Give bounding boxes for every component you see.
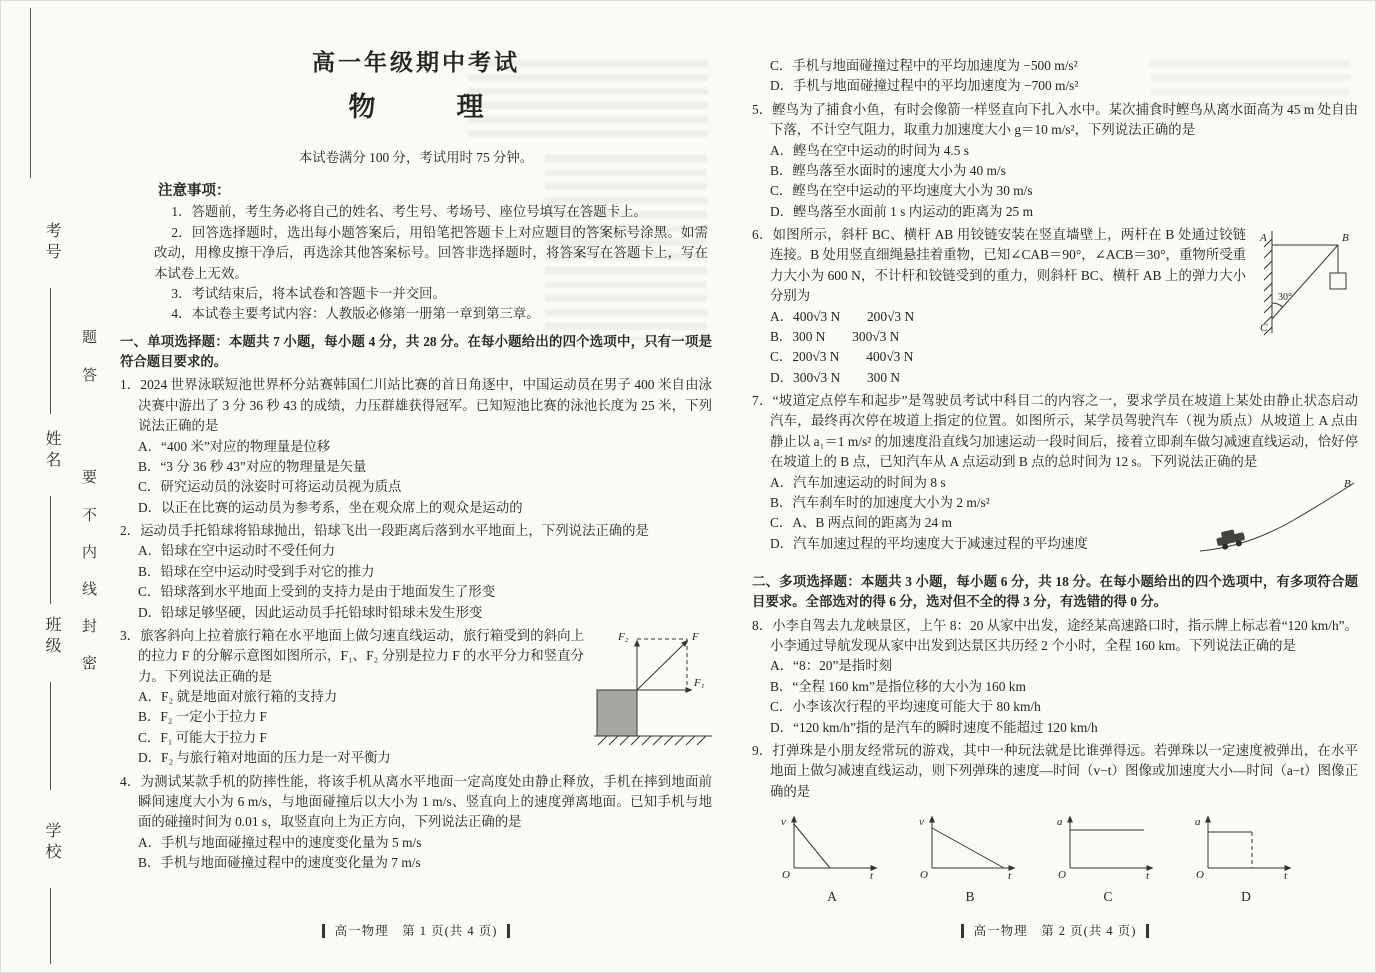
- answer-option: C．铅球落到水平地面上受到的支持力是由于地面发生了形变: [138, 584, 496, 600]
- label-angle: 30°: [1278, 292, 1292, 303]
- seal-fill-line: [50, 496, 51, 604]
- answer-option: D．“120 km/h”指的是汽车的瞬时速度不能超过 120 km/h: [770, 719, 1098, 735]
- notice-item: 4．本试卷主要考试内容：人教版必修第一册第一章到第三章。: [171, 306, 540, 322]
- origin-label: O: [782, 869, 790, 880]
- question-stem: 3．旅客斜向上拉着旅行箱在水平地面上做匀速直线运动，旅行箱受到的斜向上的拉力 F 的分解示意图如图所示，F₁、F₂ 分别是拉力 F 的水平分力和竖直分力。下列说法正确的是: [120, 627, 584, 684]
- answer-option: D．以正在比赛的运动员为参考系，坐在观众席上的观众是运动的: [138, 499, 523, 515]
- answer-option: A．400√3 N 200√3 N: [770, 308, 915, 324]
- label-f: F: [692, 630, 699, 643]
- seal-field-school: 学校: [43, 822, 60, 864]
- answer-option: A．“400 米”对应的物理量是位移: [138, 438, 331, 454]
- answer-option: A．“8：20”是指时刻: [770, 658, 892, 674]
- question-5: [752, 100, 1358, 222]
- answer-option: B．“全程 160 km”是指位移的大小为 160 km: [770, 678, 1026, 694]
- data-line: [794, 824, 830, 868]
- answer-option: A．汽车加速运动的时间为 8 s: [770, 474, 946, 490]
- page-2: [752, 0, 1358, 973]
- answer-option: D．F₂ 与旅行箱对地面的压力是一对平衡力: [138, 750, 391, 766]
- wall-hatching: [1264, 239, 1272, 335]
- question-stem: 5．鲣鸟为了捕食小鱼，有时会像箭一样竖直向下扎入水中。某次捕食时鲣鸟从离水面高为 45 m 处自由下落，不计空气阻力，取重力加速度大小 g＝10 m/s²，下列说法正确的是: [752, 101, 1358, 138]
- answer-option: B．汽车刹车时的加速度大小为 2 m/s²: [770, 494, 990, 510]
- answer-option: C．F₁ 可能大于拉力 F: [138, 729, 267, 745]
- q9-graph-c: [1054, 810, 1162, 908]
- question-8: [752, 616, 1358, 738]
- answer-option: B．300 N 300√3 N: [770, 328, 900, 344]
- answer-option: B．手机与地面碰撞过程中的速度变化量为 7 m/s: [138, 855, 421, 871]
- question-4-continued: [752, 56, 1358, 97]
- y-axis-label: a: [1057, 816, 1063, 828]
- seal-fill-line: [50, 888, 51, 964]
- answer-option: A．F₂ 就是地面对旅行箱的支持力: [138, 689, 338, 705]
- origin-label: O: [1196, 869, 1204, 880]
- y-axis-label: v: [781, 816, 786, 828]
- origin-label: O: [920, 869, 928, 880]
- q7-slope-diagram: [1198, 475, 1358, 555]
- label-c: C: [1260, 322, 1268, 334]
- a-t-graph-d: [1192, 810, 1300, 880]
- y-axis-label: v: [919, 816, 924, 828]
- subject-title: 物 理: [348, 91, 484, 122]
- question-9: [752, 741, 1358, 908]
- q9-graph-a: [778, 810, 886, 908]
- answer-option: D．鲣鸟落至水面前 1 s 内运动的距离为 25 m: [770, 203, 1033, 219]
- ground-hatching: [598, 736, 706, 745]
- label-f2: F₂: [618, 630, 629, 643]
- q9-graph-b: [916, 810, 1024, 908]
- seal-field-name: 姓名: [43, 430, 60, 472]
- q9-graphs: [778, 810, 1358, 908]
- seal-char: 不: [82, 508, 98, 524]
- question-1: [120, 375, 712, 518]
- x-axis-label: t: [1008, 870, 1012, 880]
- question-stem: 6．如图所示，斜杆 BC、横杆 AB 用铰链安装在竖直墙壁上，两杆在 B 处通过铰链连接。B 处用竖直细绳悬挂着重物，已知∠CAB＝90°，∠ACB＝30°，重物所受重力大小为 600 N，不计杆和铰链受到的重力，则斜杆 BC、横杆 AB 上的弹力大小分别为: [752, 227, 1246, 304]
- answer-option: D．手机与地面碰撞过程中的平均加速度为 −700 m/s²: [770, 78, 1079, 94]
- question-6: [752, 225, 1358, 388]
- notice-heading: 注意事项：: [158, 183, 231, 200]
- page-1: [120, 0, 712, 973]
- q6-figure: [1256, 227, 1358, 351]
- origin-label: O: [1058, 869, 1066, 880]
- label-b: B: [1342, 232, 1349, 244]
- answer-option: B．“3 分 36 秒 43”对应的物理量是矢量: [138, 458, 367, 474]
- answer-option: C．A、B 两点间的距离为 24 m: [770, 515, 952, 531]
- label-a: A: [1260, 232, 1267, 244]
- x-axis-label: t: [1284, 870, 1288, 880]
- answer-option: B．铅球在空中运动时受到手对它的推力: [138, 563, 375, 579]
- seal-fill-line: [50, 288, 51, 414]
- question-3: [120, 626, 712, 769]
- page-1-footer: 高一物理 第 1 页(共 4 页): [120, 922, 712, 941]
- label-f1: F₁: [694, 676, 705, 689]
- seal-fill-line: [30, 8, 31, 178]
- answer-option: C．200√3 N 400√3 N: [770, 349, 914, 365]
- question-stem: 8．小李自驾去九龙峡景区，上午 8：20 从家中出发，途经某高速路口时，指示牌上标志着“120 km/h”。小李通过导航发现从家中出发到达景区共历经 2 个小时，全程 160 km。下列说法正确的是: [752, 617, 1358, 653]
- graph-letter: A: [827, 889, 837, 905]
- seal-char: 内: [82, 545, 98, 561]
- seal-fill-line: [50, 682, 51, 790]
- notice-list: [154, 202, 708, 324]
- x-axis-label: t: [1146, 870, 1150, 880]
- question-2: [120, 521, 712, 623]
- page-2-footer: 高一物理 第 2 页(共 4 页): [752, 922, 1358, 941]
- weight-block: [1330, 273, 1346, 289]
- answer-option: B．F₂ 一定小于拉力 F: [138, 709, 267, 725]
- seal-char: 题: [82, 330, 98, 346]
- question-stem: 2．运动员手托铅球将铅球抛出，铅球飞出一段距离后落到水平地面上，下列说法正确的是: [120, 523, 649, 539]
- seal-field-exam-number: 考号: [43, 222, 60, 264]
- seal-char: 要: [82, 470, 98, 486]
- answer-option: C．鲣鸟在空中运动的平均速度大小为 30 m/s: [770, 183, 1033, 199]
- notice-item: 1．答题前，考生务必将自己的姓名、考生号、考场号、座位号填写在答题卡上。: [171, 204, 647, 220]
- answer-option: C．研究运动员的泳姿时可将运动员视为质点: [138, 479, 402, 495]
- graph-letter: B: [965, 889, 975, 905]
- q6-rod-and-weight-diagram: [1256, 227, 1358, 345]
- seal-char: 答: [82, 368, 98, 384]
- answer-option: D．汽车加速过程的平均速度大于减速过程的平均速度: [770, 535, 1088, 551]
- exam-title: 高一年级期中考试: [312, 50, 520, 75]
- answer-option: D．铅球足够坚硬，因此运动员手托铅球时铅球未发生形变: [138, 604, 483, 620]
- seal-char: 密: [82, 656, 98, 672]
- data-line: [932, 828, 1004, 868]
- section-1-header: 一、单项选择题：本题共 7 小题，每小题 4 分，共 28 分。在每小题给出的四个选项中，只有一项是符合题目要求的。: [120, 333, 712, 370]
- section-2-header: 二、多项选择题：本题共 3 小题，每小题 6 分，共 18 分。在每小题给出的四个选项中，有多项符合题目要求。全部选对的得 6 分，选对但不全的得 3 分，有选错的得 0 分。: [752, 573, 1358, 610]
- answer-option: C．小李该次行程的平均速度可能大于 80 km/h: [770, 699, 1041, 715]
- answer-option: A．手机与地面碰撞过程中的速度变化量为 5 m/s: [138, 834, 422, 850]
- question-4: [120, 772, 712, 874]
- question-7: [752, 391, 1358, 565]
- a-t-graph-c: [1054, 810, 1162, 880]
- q3-force-decomposition-diagram: [594, 628, 712, 746]
- rod-bc: [1272, 245, 1338, 319]
- question-stem: 9．打弹珠是小朋友经常玩的游戏，其中一种玩法就是比谁弹得远。若弹珠以一定速度被弹出，在水平地面上做匀减速直线运动，则下列弹珠的速度—时间（v−t）图像或加速度大小—时间（a−t）图像正确的是: [752, 742, 1358, 799]
- graph-letter: C: [1103, 889, 1113, 905]
- question-stem: 4．为测试某款手机的防摔性能，将该手机从离水平地面一定高度处由静止释放，手机在摔到地面前瞬间速度大小为 6 m/s，与地面碰撞后以大小为 1 m/s、竖直向上的速度弹离地面。已知手机与地面的碰撞时间为 0.01 s，取竖直向上为正方向，下列说法正确的是: [120, 773, 712, 830]
- label-b: B: [1344, 477, 1351, 490]
- answer-option: C．手机与地面碰撞过程中的平均加速度为 −500 m/s²: [770, 58, 1078, 73]
- exam-meta: 本试卷满分 100 分，考试用时 75 分钟。: [298, 149, 534, 165]
- luggage-box: [597, 690, 637, 736]
- v-t-graph-b: [916, 810, 1024, 880]
- seal-field-class: 班级: [43, 616, 60, 658]
- q9-graph-d: [1192, 810, 1300, 908]
- angle-arc: [1272, 303, 1283, 307]
- answer-option: B．鲣鸟落至水面时的速度大小为 40 m/s: [770, 162, 1006, 178]
- y-axis-label: a: [1195, 816, 1201, 828]
- car-icon: [1215, 527, 1246, 551]
- seal-char: 封: [82, 619, 98, 635]
- q3-figure: [594, 628, 712, 752]
- x-axis-label: t: [870, 870, 874, 880]
- notice-item: 3．考试结束后，将本试卷和答题卡一并交回。: [171, 285, 446, 301]
- force-f-arrow: [637, 641, 687, 690]
- answer-option: D．300√3 N 300 N: [770, 369, 901, 385]
- question-stem: 7．“坡道定点停车和起步”是驾驶员考试中科目二的内容之一，要求学员在坡道上某处由静止状态启动汽车，最终再次停在坡道上指定的位置。如图所示，某学员驾驶汽车（视为质点）从坡道上 A 点由静止以 a₁＝1 m/s² 的加速度沿直线匀加速运动一段时间后，接着立即刹车做匀减速直线运动，恰好停在坡道上的 B 点，已知汽车从 A 点运动到 B 点的总时间为 12 s。下列说法正确的是: [752, 393, 1358, 470]
- graph-letter: D: [1241, 889, 1251, 905]
- answer-option: A．铅球在空中运动时不受任何力: [138, 543, 336, 559]
- q7-figure: [1198, 475, 1358, 561]
- seal-char: 线: [82, 582, 98, 598]
- question-stem: 1．2024 世界泳联短池世界杯分站赛韩国仁川站比赛的首日角逐中，中国运动员在男子 400 米自由泳决赛中游出了 3 分 36 秒 43 的成绩，力压群雄获得冠军。已知短池比赛的泳池长度为 25 米，下列说法正确的是: [120, 377, 712, 434]
- notice-item: 2．回答选择题时，选出每小题答案后，用铅笔把答题卡上对应题目的答案标号涂黑。如需改动，用橡皮擦干净后，再选涂其他答案标号。回答非选择题时，将答案写在答题卡上，写在本试卷上无效。: [154, 224, 708, 281]
- v-t-graph-a: [778, 810, 886, 880]
- answer-option: A．鲣鸟在空中运动的时间为 4.5 s: [770, 142, 970, 158]
